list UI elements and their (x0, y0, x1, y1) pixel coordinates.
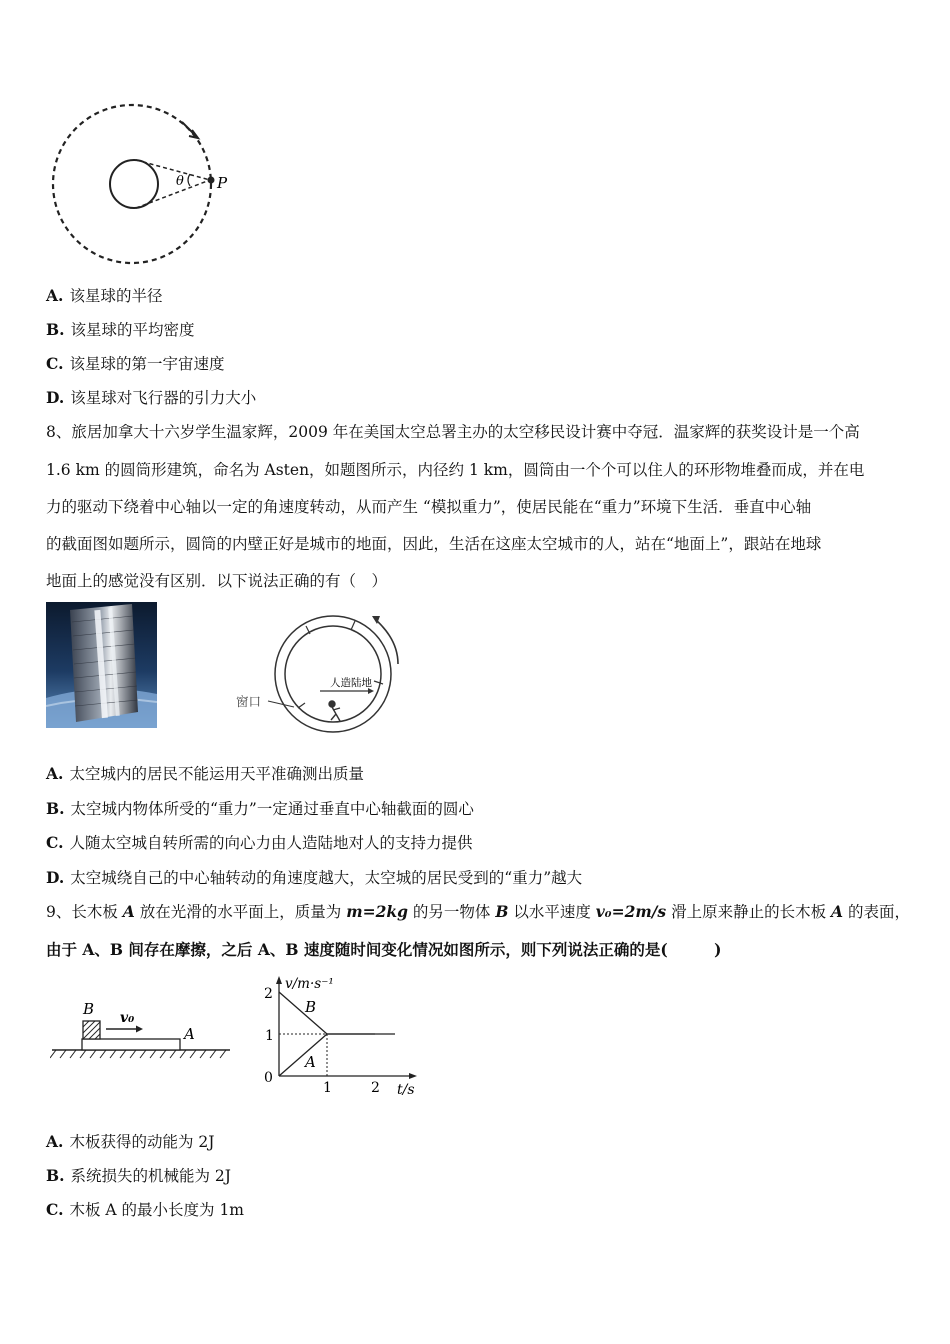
option-text: 该星球的平均密度 (70, 321, 195, 339)
board-a (82, 1039, 180, 1050)
option-letter: A. (46, 286, 64, 305)
series-b-label: B (305, 998, 317, 1016)
q9-text: 的另一物体 (407, 903, 496, 921)
q8-stem-line-1: 8、旅居加拿大十六岁学生温家辉，2009 年在美国太空总署主办的太空移民设计赛中夺冠．温家辉的获奖设计是一个高 (46, 423, 860, 441)
series-a-label: A (305, 1053, 316, 1071)
option-letter: C. (46, 1200, 64, 1219)
q9-var-a: A (831, 902, 844, 921)
q7-option-d (46, 388, 256, 408)
point-p-dot (208, 177, 215, 184)
q8-stem-line-2: 1.6 km 的圆筒形建筑，命名为 Asten，如题图所示，内径约 1 km，圆筒由一个个可以住人的环形物堆叠而成，并在电 (46, 461, 865, 479)
q9-text: 的表面， (843, 903, 910, 921)
q8-option-c (46, 833, 472, 853)
option-letter: B. (46, 1166, 65, 1185)
y-axis-label: v/m·s⁻¹ (285, 976, 334, 992)
theta-label: θ (176, 174, 184, 189)
x-tick-2: 2 (371, 1080, 380, 1096)
board-a-label: A (184, 1025, 195, 1043)
outer-ring (275, 616, 391, 732)
y-tick-2: 2 (264, 986, 273, 1002)
block-board-figure (50, 996, 235, 1066)
block-b-label: B (83, 1000, 95, 1018)
q7-option-b (46, 320, 195, 340)
q8-option-b (46, 799, 474, 819)
window-pointer (268, 701, 294, 707)
option-text: 人随太空城自转所需的向心力由人造陆地对人的支持力提供 (69, 834, 473, 852)
q9-text: 9、长木板 (46, 903, 123, 921)
q8-stem-line-5: 地面上的感觉没有区别．以下说法正确的有（ ） (46, 572, 388, 590)
direction-arrow-icon (182, 122, 198, 138)
y-tick-0: 0 (264, 1070, 273, 1086)
q9-option-a (46, 1132, 214, 1152)
q9-var-b: B (495, 902, 509, 921)
space-city-photo (46, 602, 157, 728)
v0-label: v₀ (120, 1010, 135, 1026)
option-text: 太空城内的居民不能运用天平准确测出质量 (69, 765, 364, 783)
angle-arc (188, 174, 190, 186)
option-text: 该星球的第一宇宙速度 (69, 355, 225, 373)
option-text: 木板获得的动能为 2J (69, 1133, 215, 1151)
window-label: 窗口 (236, 694, 262, 709)
point-p-label: P (217, 174, 228, 192)
q7-option-c (46, 354, 224, 374)
option-letter: B. (46, 320, 65, 339)
option-letter: A. (46, 1132, 64, 1151)
q9-velocity: v₀=2m/s (595, 902, 667, 921)
option-text: 木板 A 的最小长度为 1m (69, 1201, 245, 1219)
option-text: 太空城内物体所受的“重力”一定通过垂直中心轴截面的圆心 (70, 800, 474, 818)
q7-option-a (46, 286, 162, 306)
option-letter: B. (46, 799, 65, 818)
q8-option-a (46, 764, 364, 784)
x-tick-1: 1 (323, 1080, 332, 1096)
velocity-time-chart (255, 970, 425, 1100)
q9-text: 以水平速度 (508, 903, 596, 921)
q9-stem-line-2: 由于 A、B 间存在摩擦，之后 A、B 速度随时间变化情况如图所示，则下列说法正确的是( ) (46, 940, 722, 959)
series-b-segment (279, 992, 327, 1034)
q9-mass: m=2kg (346, 902, 408, 921)
option-text: 该星球的半径 (69, 287, 163, 305)
option-letter: C. (46, 833, 64, 852)
option-letter: D. (46, 388, 65, 407)
q8-option-d (46, 868, 582, 888)
y-tick-1: 1 (265, 1028, 274, 1044)
option-text: 该星球对飞行器的引力大小 (70, 389, 257, 407)
option-text: 系统损失的机械能为 2J (70, 1167, 232, 1185)
cross-section-figure (228, 604, 408, 734)
ground-label: 人造陆地 (330, 677, 372, 689)
option-letter: C. (46, 354, 64, 373)
series-a-segment (279, 1034, 327, 1076)
q9-text: 滑上原来静止的长木板 (666, 903, 831, 921)
q9-stem-line-1 (46, 902, 910, 922)
person-icon (329, 701, 340, 721)
q8-stem-line-4: 的截面图如题所示，圆筒的内壁正好是城市的地面，因此，生活在这座太空城市的人，站在“地面上”，跟站在地球 (46, 535, 822, 553)
option-letter: A. (46, 764, 64, 783)
option-text: 太空城绕自己的中心轴转动的角速度越大，太空城的居民受到的“重力”越大 (70, 869, 583, 887)
x-axis-label: t/s (397, 1082, 415, 1098)
q9-option-c (46, 1200, 244, 1220)
orbit-figure (46, 100, 246, 270)
q8-stem-line-3: 力的驱动下绕着中心轴以一定的角速度转动，从而产生 “模拟重力”，使居民能在“重力”环境下生活．垂直中心轴 (46, 498, 812, 516)
rotation-arrow-icon (376, 620, 398, 664)
option-letter: D. (46, 868, 65, 887)
q9-text: 放在光滑的水平面上，质量为 (134, 903, 347, 921)
q9-option-b (46, 1166, 231, 1186)
q9-var-a: A (122, 902, 135, 921)
planet (110, 160, 158, 208)
